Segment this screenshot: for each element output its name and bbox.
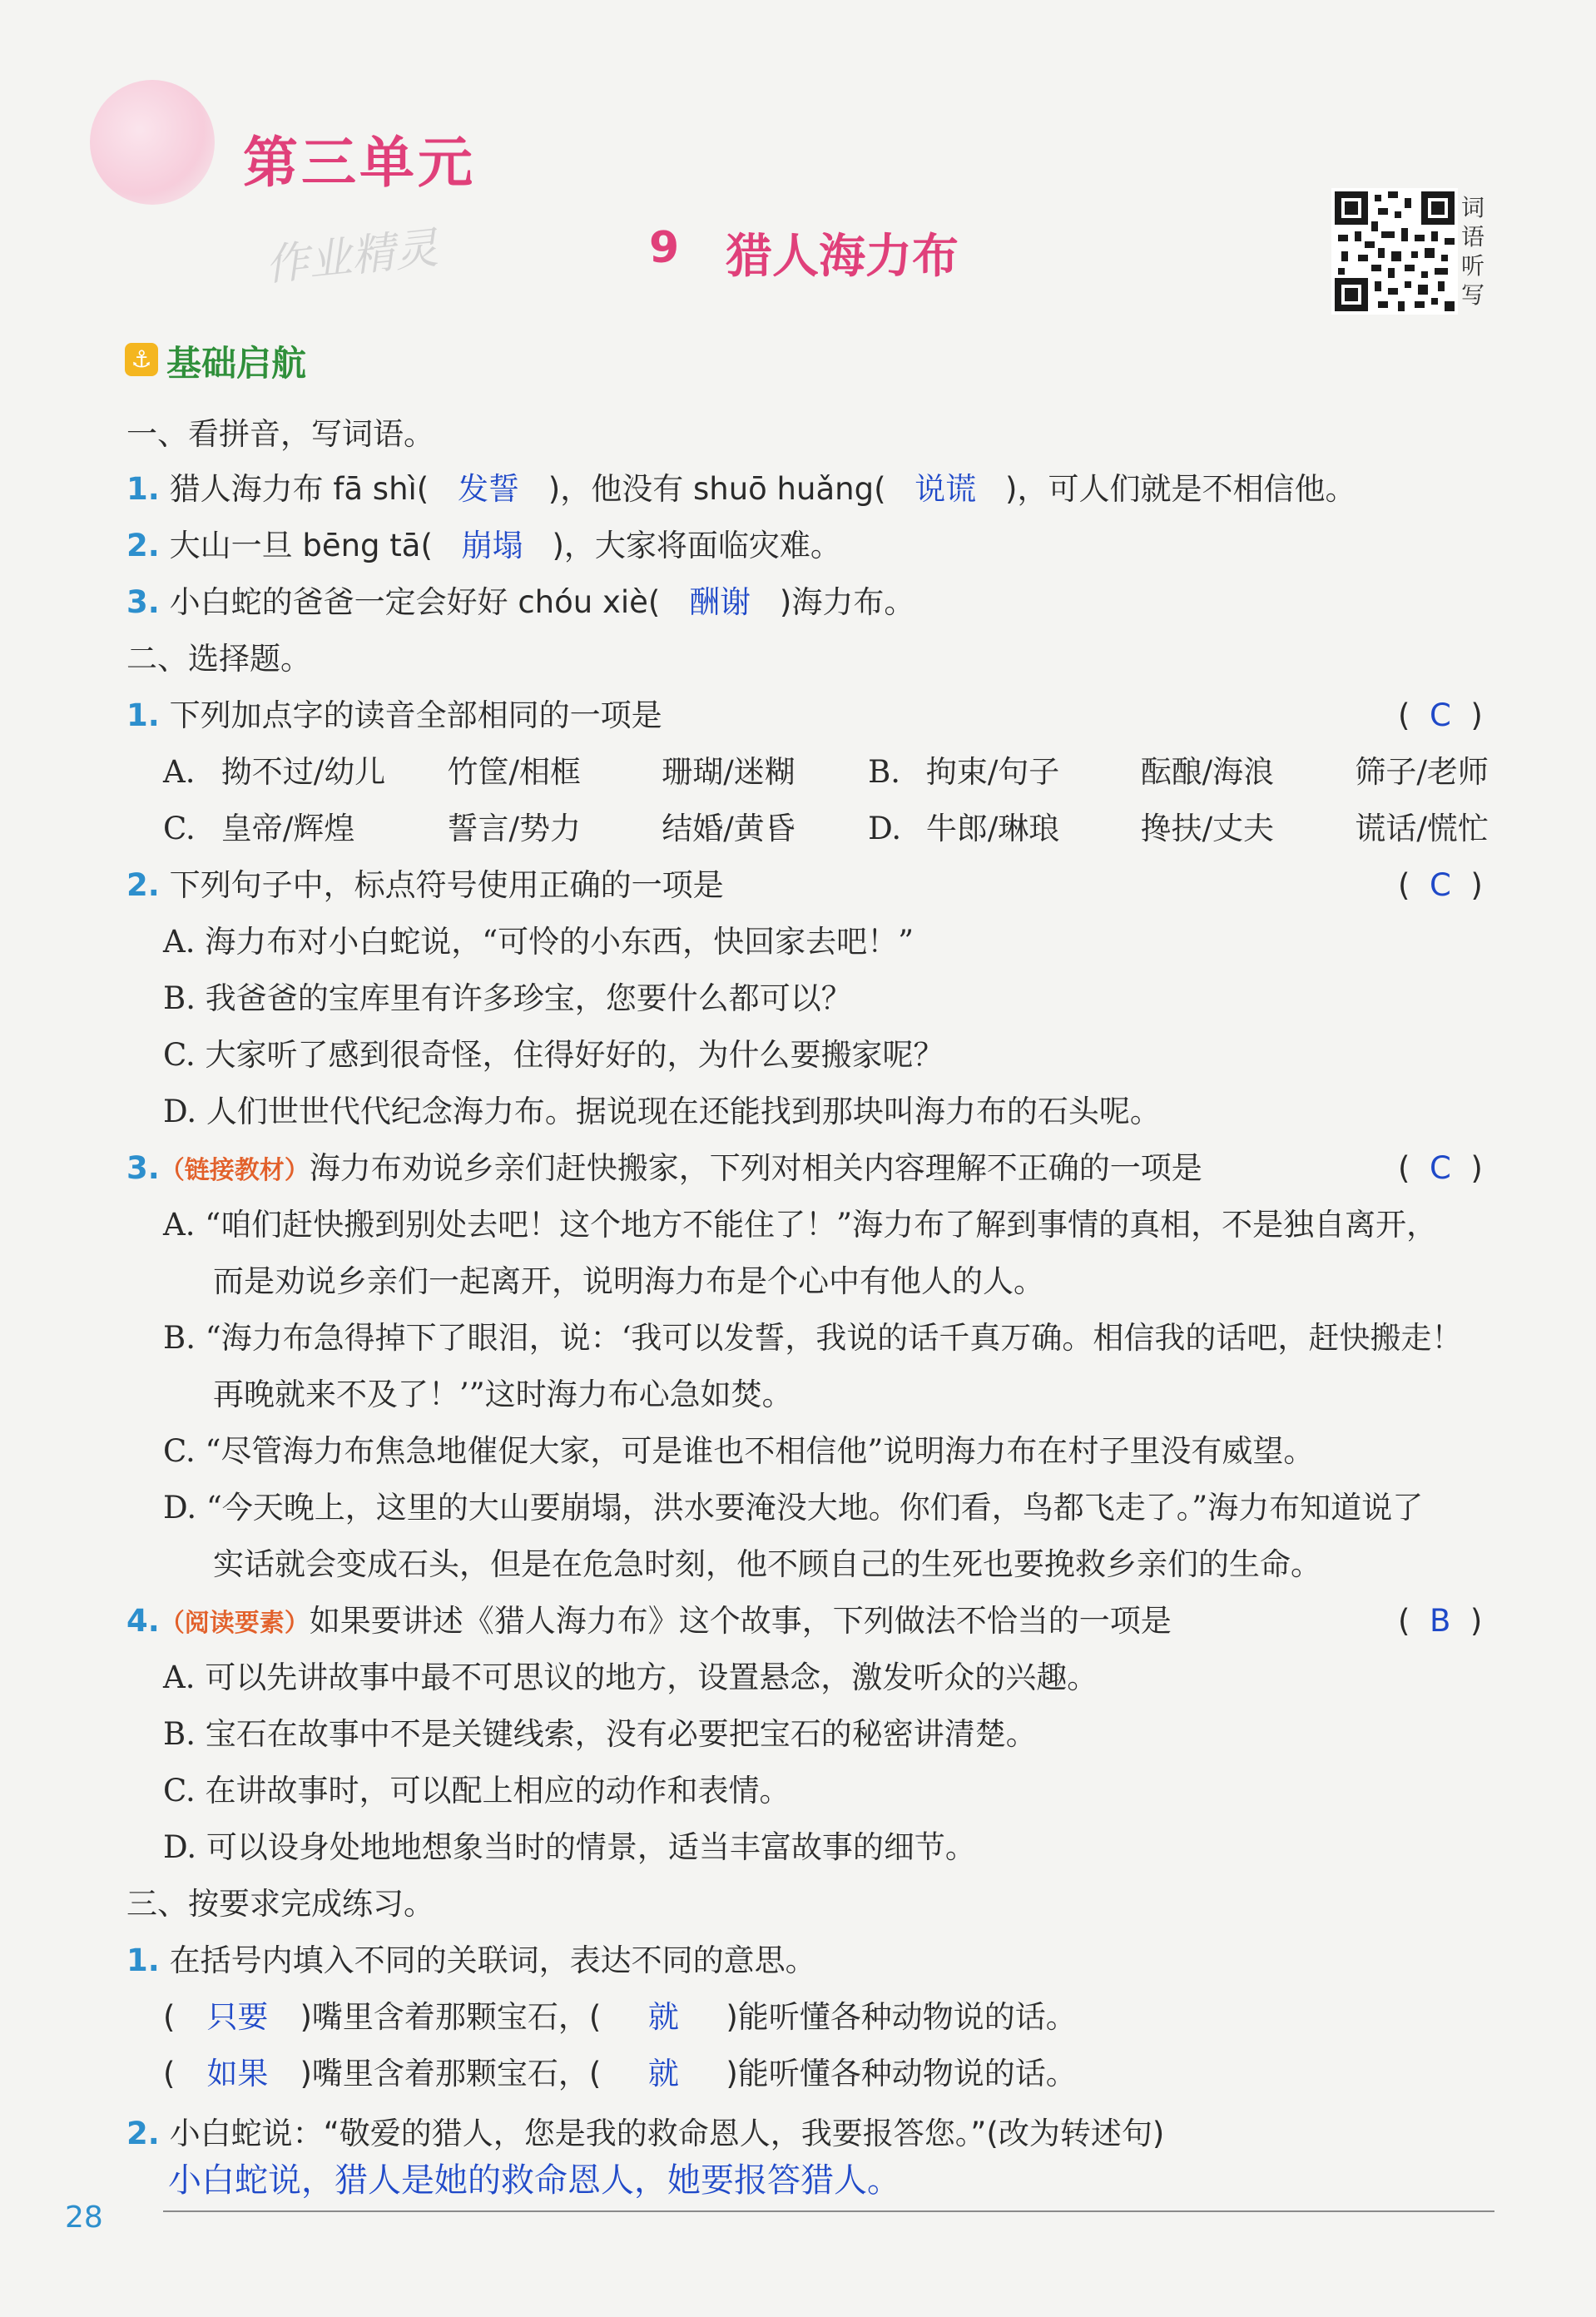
option-word: 筛子/老师 [1355, 754, 1489, 790]
option-word: 竹筐/相框 [447, 754, 581, 790]
q-text: )，可人们就是不相信他。 [1005, 471, 1356, 507]
option-label: B. [868, 754, 901, 790]
fill-text: )嘴里含着那颗宝石，( [300, 1999, 602, 2035]
part2-heading: 二、选择题。 [126, 641, 311, 677]
qr-code-icon[interactable] [1331, 188, 1458, 315]
answer-bracket: ( B ) [1398, 1603, 1483, 1639]
lesson-number: 9 [649, 223, 680, 273]
answer-fill: 只要 [206, 1999, 269, 2035]
answer-fill: 发誓 [458, 471, 520, 507]
answer-bracket: ( C ) [1398, 867, 1483, 903]
option-word: 结婚/黄昏 [662, 811, 796, 846]
q-text: 下列句子中，标点符号使用正确的一项是 [169, 867, 724, 903]
answer-fill: 就 [647, 2056, 679, 2091]
q-text: 大山一旦 bēng tā( [169, 528, 433, 563]
paren: ( [163, 1999, 176, 2035]
part2-q1 [126, 696, 662, 736]
q-number: 2. [126, 867, 160, 903]
part2-q2 [126, 866, 724, 905]
option-c: C. 大家听了感到很奇怪，住得好好的，为什么要搬家呢？ [163, 1037, 944, 1073]
q-text: 海力布劝说乡亲们赶快搬家，下列对相关内容理解不正确的一项是 [309, 1150, 1202, 1186]
section-icon: ⚓ [125, 343, 158, 376]
q-number: 3. [126, 1150, 160, 1186]
option-c: C. 在讲故事时，可以配上相应的动作和表情。 [163, 1773, 791, 1808]
option-c-line1: C. “尽管海力布焦急地催促大家，可是谁也不相信他”说明海力布在村子里没有威望。 [163, 1433, 1315, 1469]
options-row-2 [163, 809, 1489, 849]
part2-q4 [126, 1601, 1172, 1644]
fill-line-1 [163, 1997, 1077, 2037]
part1-q3 [126, 583, 914, 623]
q-number: 1. [126, 1942, 160, 1978]
option-d: D. 人们世世代代纪念海力布。据说现在还能找到那块叫海力布的石头呢。 [163, 1094, 1161, 1129]
option-label: D. [868, 811, 902, 846]
answer-fill: 说谎 [914, 471, 977, 507]
answer-choice: C [1429, 697, 1451, 733]
fill-text: )嘴里含着那颗宝石，( [300, 2056, 602, 2091]
answer-bracket: ( C ) [1398, 1150, 1483, 1186]
option-b: B. 我爸爸的宝库里有许多珍宝，您要什么都可以？ [163, 980, 852, 1016]
decorative-bubble [90, 80, 215, 205]
option-a-line2: 而是劝说乡亲们一起离开，说明海力布是个心中有他人的人。 [213, 1263, 1044, 1299]
part1-q2 [126, 526, 841, 566]
option-word: 牛郎/琳琅 [925, 811, 1060, 846]
option-word: 搀扶/丈夫 [1140, 811, 1275, 846]
qr-label: 词语听写 [1461, 194, 1485, 309]
part3-q2 [126, 2114, 1164, 2154]
option-label: C. [163, 811, 196, 846]
answer-choice: B [1429, 1603, 1451, 1639]
options-row-1 [163, 752, 1489, 792]
answer-line [163, 2210, 1494, 2212]
q-text: )，他没有 shuō huǎng( [548, 471, 886, 507]
q-text: )海力布。 [779, 584, 915, 620]
q-number: 1. [126, 697, 160, 733]
q-number: 3. [126, 584, 160, 620]
section-title: 基础启航 [166, 343, 307, 384]
option-d: D. 可以设身处地地想象当时的情景，适当丰富故事的细节。 [163, 1829, 976, 1865]
option-word: 皇帝/辉煌 [221, 811, 355, 846]
q-number: 1. [126, 471, 160, 507]
option-a: A. 海力布对小白蛇说，“可怜的小东西，快回家去吧！” [163, 924, 914, 960]
paren: ( [163, 2056, 176, 2091]
lesson-title: 猎人海力布 [726, 230, 959, 284]
q-tag: （阅读要素） [159, 1609, 310, 1638]
option-word: 珊瑚/迷糊 [662, 754, 796, 790]
option-b-line2: 再晚就来不及了！’”这时海力布心急如焚。 [213, 1377, 793, 1412]
page-number: 28 [65, 2200, 103, 2235]
q-text: )，大家将面临灾难。 [552, 528, 841, 563]
part2-q3 [126, 1149, 1202, 1191]
q-number: 4. [126, 1603, 160, 1639]
answer-fill: 酬谢 [689, 584, 751, 620]
option-word: 拗不过/幼儿 [221, 754, 386, 790]
part3-heading: 三、按要求完成练习。 [126, 1886, 434, 1922]
q-text: 下列加点字的读音全部相同的一项是 [169, 697, 662, 733]
q-text: 小白蛇的爸爸一定会好好 chóu xiè( [169, 584, 661, 620]
q-text: 猎人海力布 fā shì( [169, 471, 429, 507]
fill-line-2 [163, 2054, 1077, 2094]
answer-bracket: ( C ) [1398, 697, 1483, 733]
q-number: 2. [126, 528, 160, 563]
part1-heading: 一、看拼音，写词语。 [126, 416, 434, 452]
option-word: 谎话/慌忙 [1355, 811, 1489, 846]
answer-fill: 崩塌 [461, 528, 523, 563]
q-text: 如果要讲述《猎人海力布》这个故事，下列做法不恰当的一项是 [309, 1603, 1172, 1639]
option-word: 誓言/势力 [447, 811, 581, 846]
option-a: A. 可以先讲故事中最不可思议的地方，设置悬念，激发听众的兴趣。 [163, 1660, 1098, 1695]
q-text: 在括号内填入不同的关联词，表达不同的意思。 [169, 1942, 816, 1978]
answer-choice: C [1429, 867, 1451, 903]
answer-fill: 就 [647, 1999, 679, 2035]
option-a-line1: A. “咱们赶快搬到别处去吧！这个地方不能住了！”海力布了解到事情的真相，不是独自离开， [163, 1207, 1438, 1243]
option-b: B. 宝石在故事中不是关键线索，没有必要把宝石的秘密讲清楚。 [163, 1716, 1037, 1752]
answer-fill: 如果 [206, 2056, 269, 2091]
q-number: 2. [126, 2116, 160, 2151]
option-label: A. [163, 754, 196, 790]
q-tag: （链接教材） [159, 1156, 310, 1185]
option-word: 酝酿/海浪 [1140, 754, 1275, 790]
part3-q1 [126, 1941, 816, 1981]
fill-text: )能听懂各种动物说的话。 [726, 2056, 1077, 2091]
q-text: 小白蛇说：“敬爱的猎人，您是我的救命恩人，我要报答您。”(改为转述句) [169, 2116, 1165, 2151]
option-b-line1: B. “海力布急得掉下了眼泪，说：‘我可以发誓，我说的话千真万确。相信我的话吧，赶快搬走！ [163, 1320, 1463, 1356]
option-word: 拘束/句子 [925, 754, 1060, 790]
watermark-logo: 作业精灵 [263, 223, 441, 291]
option-d-line1: D. “今天晚上，这里的大山要崩塌，洪水要淹没大地。你们看，鸟都飞走了。”海力布知道说了 [163, 1490, 1424, 1526]
unit-title: 第三单元 [243, 131, 476, 195]
handwritten-answer: 小白蛇说，猎人是她的救命恩人，她要报答猎人。 [168, 2161, 900, 2200]
fill-text: )能听懂各种动物说的话。 [726, 1999, 1077, 2035]
part1-q1 [126, 469, 1356, 509]
answer-choice: C [1429, 1150, 1451, 1186]
option-d-line2: 实话就会变成石头，但是在危急时刻，他不顾自己的生死也要挽救乡亲们的生命。 [213, 1546, 1321, 1582]
